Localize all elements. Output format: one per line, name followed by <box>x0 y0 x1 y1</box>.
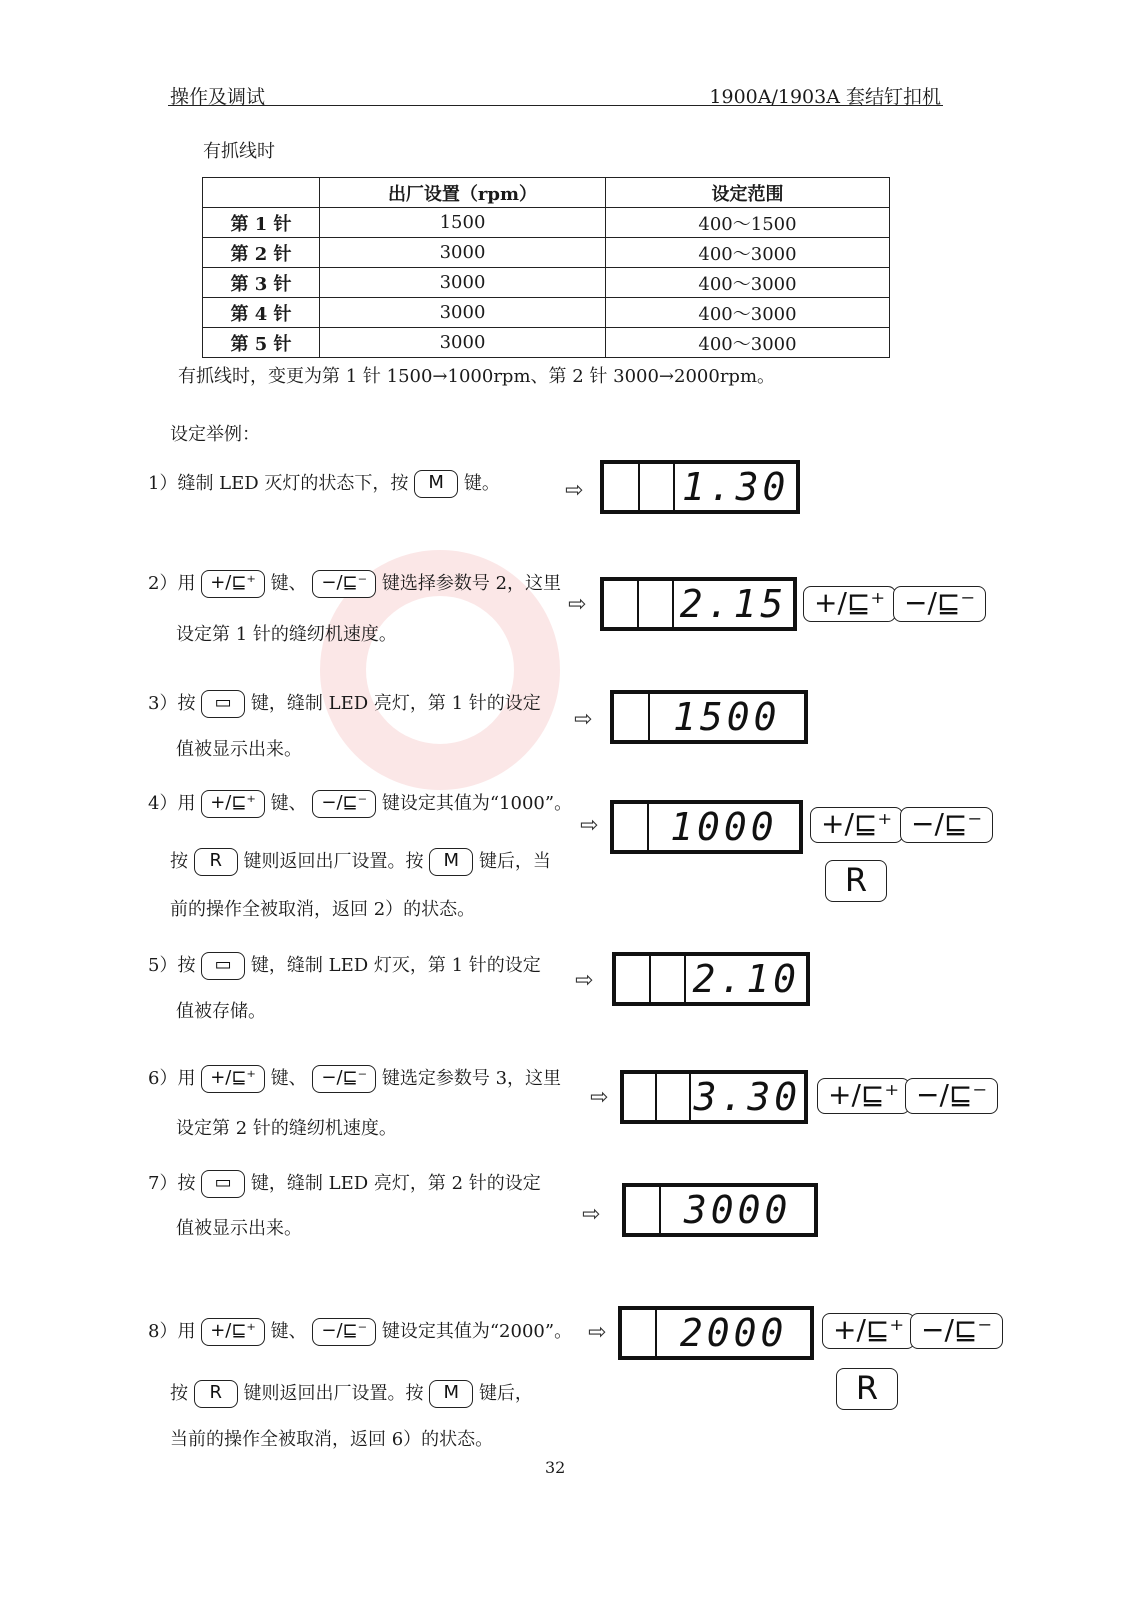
arrow-icon: ⇨ <box>582 1202 601 1227</box>
minus-key-icon: −/⊑⁻ <box>312 1065 376 1093</box>
arrow-icon: ⇨ <box>568 592 587 617</box>
lcd-cell <box>651 956 686 1002</box>
lcd-value: 1000 <box>670 805 778 849</box>
step-1-line <box>148 470 500 498</box>
step-5-line <box>148 952 541 980</box>
step-text: 设定第 1 针的缝纫机速度。 <box>176 624 397 645</box>
minus-key-icon: −/⊑⁻ <box>900 807 993 843</box>
table-cell: 第 2 针 <box>203 238 320 268</box>
table-caption: 有抓线时 <box>203 141 275 162</box>
step-text: 1）缝制 LED 灭灯的状态下，按 <box>148 473 409 494</box>
step-8-line-2 <box>170 1380 533 1408</box>
lcd-cell <box>624 1074 657 1120</box>
lcd-cell <box>626 1187 661 1233</box>
table-row <box>203 208 890 238</box>
step-text: 3）按 <box>148 693 196 714</box>
lcd-display <box>620 1070 808 1124</box>
minus-key-icon: −/⊑⁻ <box>893 586 986 622</box>
table-row <box>203 328 890 358</box>
lcd-value: 2.10 <box>692 957 800 1001</box>
m-key-icon: M <box>414 470 458 498</box>
lcd-display <box>610 800 803 854</box>
lcd-cell <box>604 581 639 627</box>
arrow-icon: ⇨ <box>588 1320 607 1345</box>
lcd-display <box>610 690 808 744</box>
lcd-value: 2.15 <box>679 582 788 626</box>
lcd-cell <box>614 694 650 740</box>
lcd-display <box>600 460 800 514</box>
plus-key-icon: +/⊑⁺ <box>803 586 896 622</box>
table-cell: 第 5 针 <box>203 328 320 358</box>
step-text: 键选择参数号 2，这里 <box>381 573 562 594</box>
lcd-cell <box>604 464 640 510</box>
lcd-cell <box>622 1310 657 1356</box>
table-header: 出厂设置（rpm） <box>320 178 606 208</box>
step-text: 按 <box>170 1383 188 1404</box>
table-cell: 第 3 针 <box>203 268 320 298</box>
lcd-cell <box>640 464 676 510</box>
minus-key-icon: −/⊑⁻ <box>312 570 376 598</box>
step-2-line <box>148 570 561 598</box>
header-left: 操作及调试 <box>170 86 266 108</box>
table-header: 设定范围 <box>606 178 890 208</box>
r-key-icon: R <box>194 848 238 876</box>
table-row <box>203 238 890 268</box>
ok-key-icon: ▭ <box>201 690 245 718</box>
lcd-cell <box>616 956 651 1002</box>
plus-key-icon: +/⊑⁺ <box>201 790 265 818</box>
step-8-line <box>148 1318 572 1346</box>
step-text: 键设定其值为“2000”。 <box>381 1321 573 1342</box>
lcd-value: 1.30 <box>681 465 790 509</box>
lcd-cell <box>614 804 649 850</box>
table-cell: 400～3000 <box>606 238 890 268</box>
lcd-value: 2000 <box>679 1311 788 1355</box>
step-text: 设定第 2 针的缝纫机速度。 <box>176 1118 397 1139</box>
lcd-value: 3.30 <box>693 1075 802 1119</box>
m-key-icon: M <box>429 848 473 876</box>
lcd-display <box>618 1306 814 1360</box>
step-4-line <box>148 790 572 818</box>
arrow-icon: ⇨ <box>590 1085 609 1110</box>
plus-key-icon: +/⊑⁺ <box>810 807 903 843</box>
plus-key-icon: +/⊑⁺ <box>201 570 265 598</box>
step-text: 5）按 <box>148 955 196 976</box>
step-6-line <box>148 1065 561 1093</box>
r-key-icon: R <box>194 1380 238 1408</box>
table-cell: 400～3000 <box>606 298 890 328</box>
step-text: 值被显示出来。 <box>176 1218 302 1239</box>
step-text: 键、 <box>270 1068 307 1089</box>
example-title: 设定举例： <box>170 424 260 445</box>
lcd-cell <box>639 581 674 627</box>
plus-key-icon: +/⊑⁺ <box>201 1065 265 1093</box>
lcd-display <box>600 577 797 631</box>
step-text: 键，缝制 LED 灯灭，第 1 针的设定 <box>250 955 541 976</box>
lcd-display <box>612 952 810 1006</box>
table-cell: 3000 <box>320 298 606 328</box>
table-header-row <box>203 178 890 208</box>
table-cell: 400～1500 <box>606 208 890 238</box>
step-text: 键。 <box>463 473 500 494</box>
arrow-icon: ⇨ <box>574 707 593 732</box>
table-cell: 第 1 针 <box>203 208 320 238</box>
plus-key-icon: +/⊑⁺ <box>201 1318 265 1346</box>
step-text: 键，缝制 LED 亮灯，第 2 针的设定 <box>250 1173 541 1194</box>
header-rule <box>168 105 943 106</box>
table-cell: 3000 <box>320 238 606 268</box>
page-number: 32 <box>545 1458 566 1477</box>
step-text: 键设定其值为“1000”。 <box>381 793 573 814</box>
step-text: 键，缝制 LED 亮灯，第 1 针的设定 <box>250 693 541 714</box>
table-header <box>203 178 320 208</box>
step-text: 值被存储。 <box>176 1001 266 1022</box>
r-key-icon: R <box>836 1368 898 1410</box>
ok-key-icon: ▭ <box>201 1170 245 1198</box>
minus-key-icon: −/⊑⁻ <box>312 790 376 818</box>
table-row <box>203 268 890 298</box>
minus-key-icon: −/⊑⁻ <box>905 1078 998 1114</box>
ok-key-icon: ▭ <box>201 952 245 980</box>
minus-key-icon: −/⊑⁻ <box>312 1318 376 1346</box>
step-3-line <box>148 690 541 718</box>
arrow-icon: ⇨ <box>565 478 584 503</box>
step-text: 键则返回出厂设置。按 <box>243 1383 424 1404</box>
note-text: 有抓线时，变更为第 1 针 1500→1000rpm、第 2 针 3000→2000rpm。 <box>178 366 776 387</box>
m-key-icon: M <box>429 1380 473 1408</box>
table-cell: 3000 <box>320 328 606 358</box>
table-cell: 第 4 针 <box>203 298 320 328</box>
lcd-cell <box>657 1074 690 1120</box>
arrow-icon: ⇨ <box>580 813 599 838</box>
table-cell: 3000 <box>320 268 606 298</box>
table-cell: 1500 <box>320 208 606 238</box>
table-row <box>203 298 890 328</box>
step-7-line <box>148 1170 541 1198</box>
r-key-icon: R <box>825 860 887 902</box>
lcd-display <box>622 1183 818 1237</box>
table-cell: 400～3000 <box>606 268 890 298</box>
step-text: 键则返回出厂设置。按 <box>243 851 424 872</box>
arrow-icon: ⇨ <box>575 968 594 993</box>
step-text: 6）用 <box>148 1068 196 1089</box>
step-text: 键、 <box>270 1321 307 1342</box>
speed-table <box>202 177 890 358</box>
step-4-line-2 <box>170 848 551 876</box>
step-text: 值被显示出来。 <box>176 739 302 760</box>
step-text: 键、 <box>270 573 307 594</box>
header-right: 1900A/1903A 套结钉扣机 <box>709 86 941 108</box>
step-text: 键后， <box>478 1383 533 1404</box>
step-text: 7）按 <box>148 1173 196 1194</box>
step-text: 当前的操作全被取消，返回 6）的状态。 <box>170 1429 494 1450</box>
step-text: 键、 <box>270 793 307 814</box>
step-text: 按 <box>170 851 188 872</box>
table-cell: 400～3000 <box>606 328 890 358</box>
lcd-value: 1500 <box>673 695 781 739</box>
plus-key-icon: +/⊑⁺ <box>822 1313 915 1349</box>
minus-key-icon: −/⊑⁻ <box>910 1313 1003 1349</box>
lcd-value: 3000 <box>683 1188 792 1232</box>
step-text: 前的操作全被取消，返回 2）的状态。 <box>170 899 476 920</box>
step-text: 8）用 <box>148 1321 196 1342</box>
step-text: 键后，当 <box>478 851 551 872</box>
step-text: 键选定参数号 3，这里 <box>381 1068 562 1089</box>
step-text: 2）用 <box>148 573 196 594</box>
plus-key-icon: +/⊑⁺ <box>817 1078 910 1114</box>
step-text: 4）用 <box>148 793 196 814</box>
